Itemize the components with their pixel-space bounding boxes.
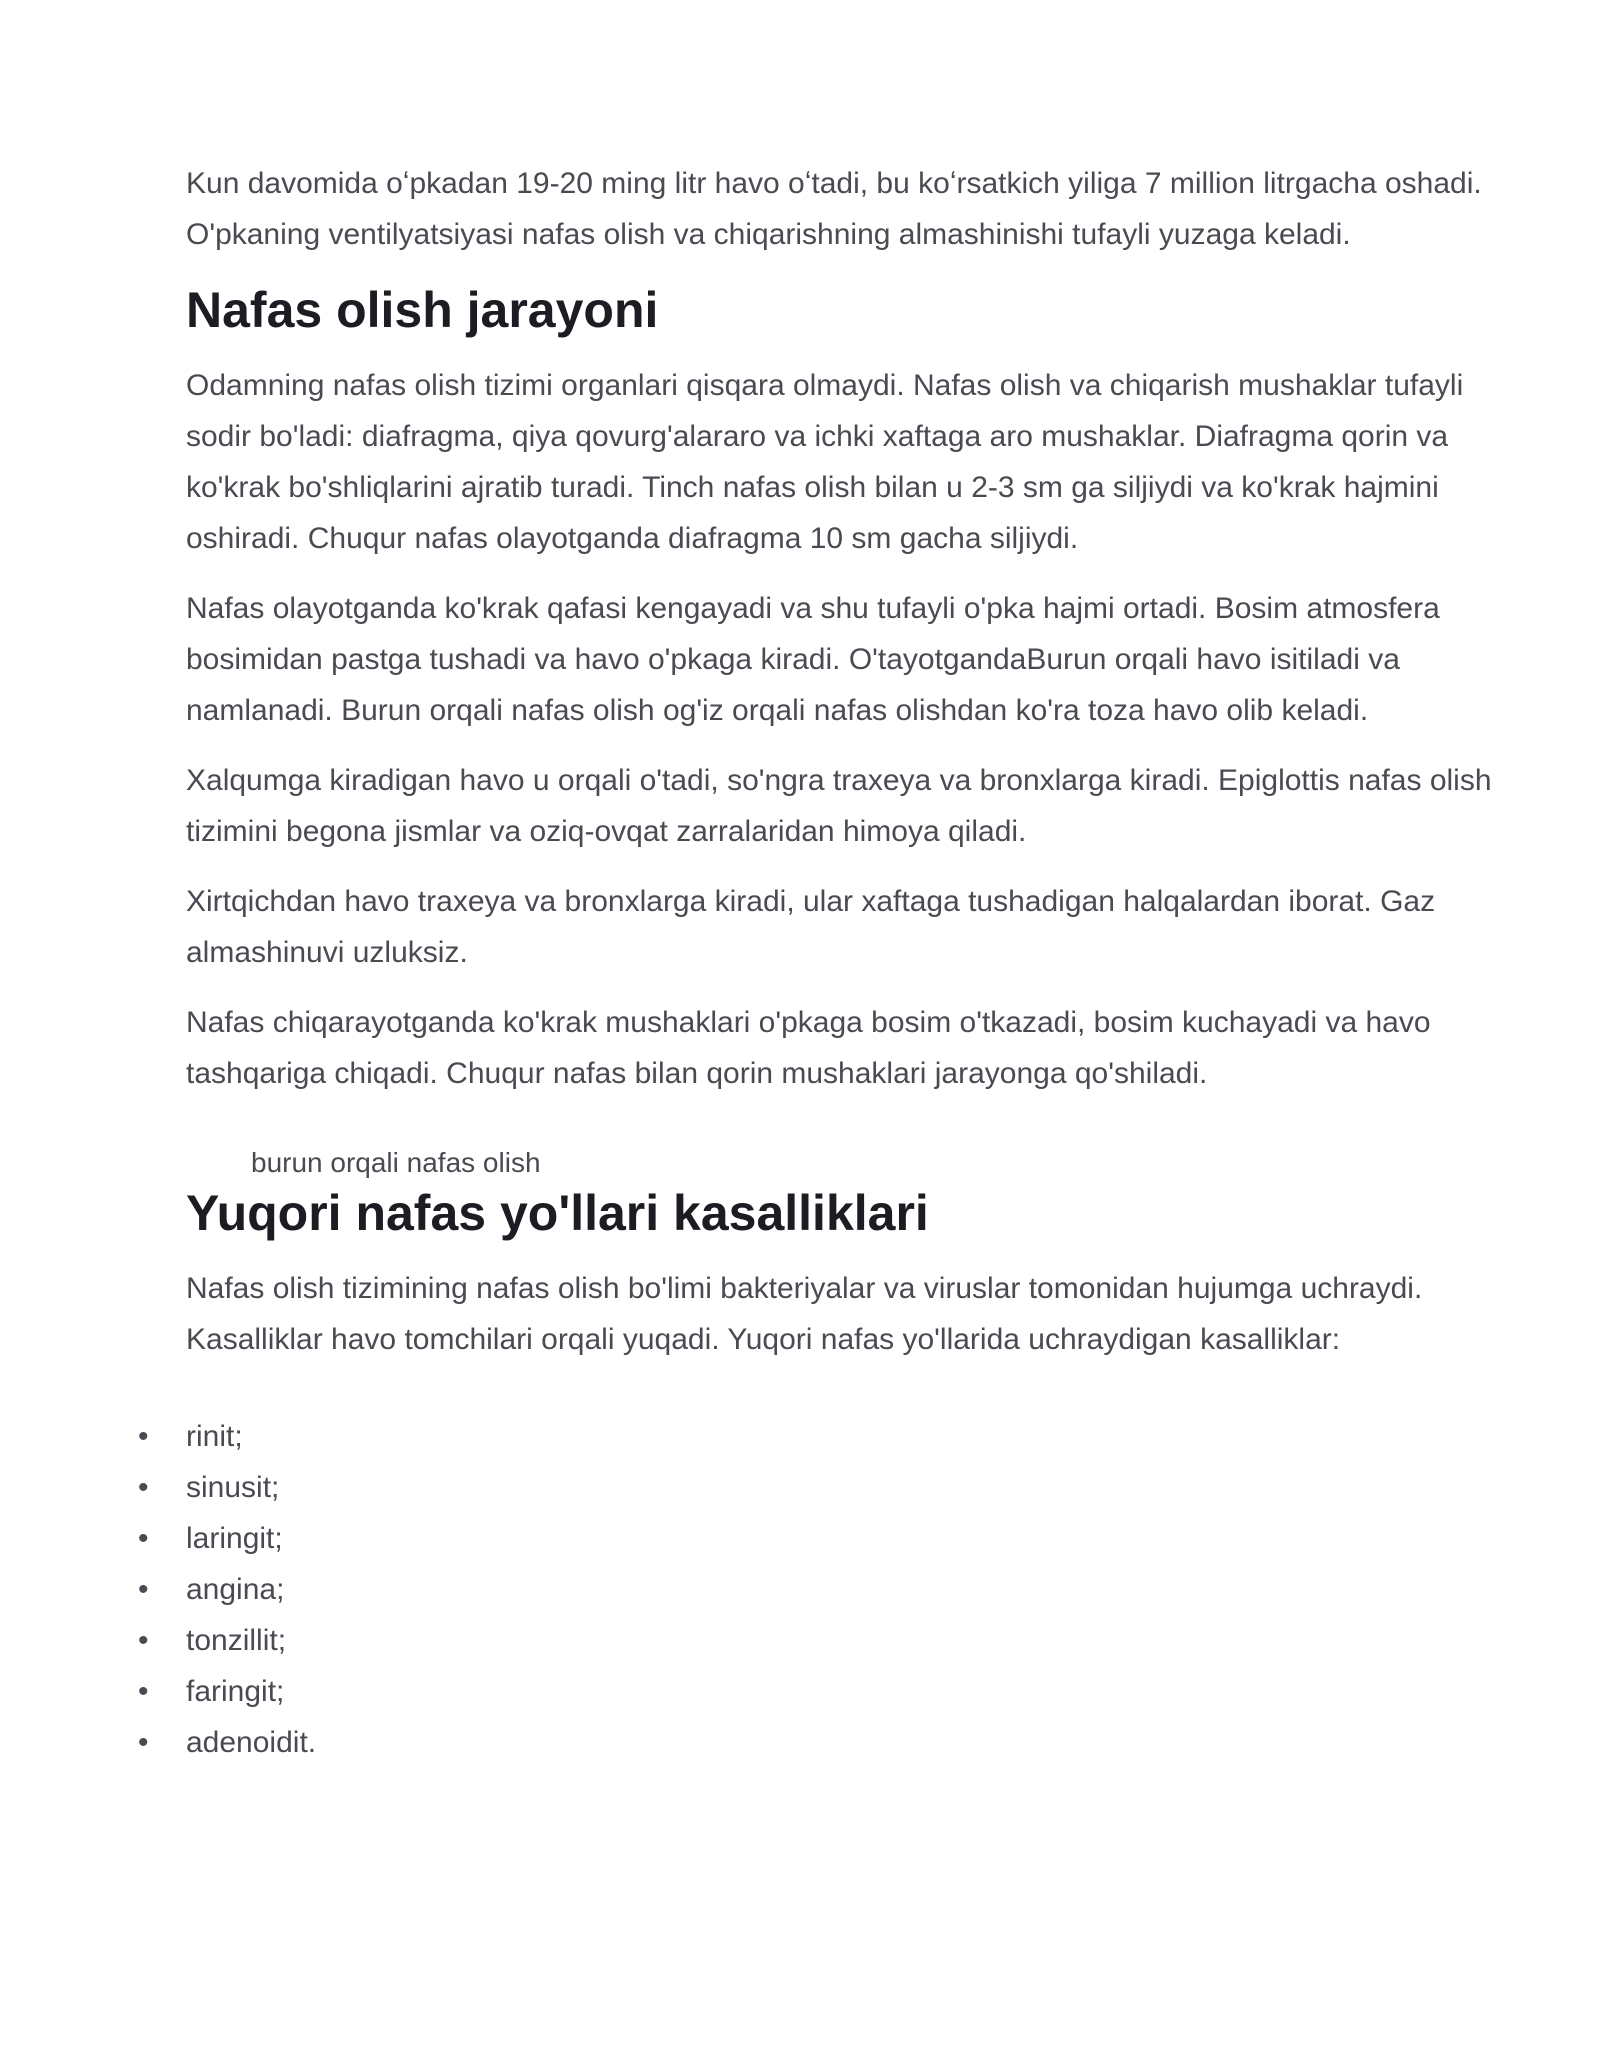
bullet-icon: • <box>138 1675 149 1708</box>
list-item <box>138 1717 1496 1768</box>
paragraph-inhalation: Nafas olayotganda ko'krak qafasi kengayadi va shu tufayli o'pka hajmi ortadi. Bosim atmosfera bosimidan pastga tushadi va havo o'pkaga kiradi. O'tayotgandaBurun orqali havo isitiladi va namlanadi. Burun orqali nafas olish og'iz orqali nafas olishdan ko'ra toza havo olib keladi. <box>186 592 1440 727</box>
list-item <box>138 1513 1496 1564</box>
bullet-icon: • <box>138 1420 149 1453</box>
list-item-text: laringit; <box>186 1522 283 1555</box>
bullet-icon: • <box>138 1522 149 1555</box>
bullet-icon: • <box>138 1471 149 1504</box>
list-item-text: rinit; <box>186 1420 243 1453</box>
list-item <box>138 1564 1496 1615</box>
paragraph-exhalation: Nafas chiqarayotganda ko'krak mushaklari o'pkaga bosim o'tkazadi, bosim kuchayadi va havo tashqariga chiqadi. Chuqur nafas bilan qorin mushaklari jarayonga qo'shiladi. <box>186 1006 1431 1090</box>
bullet-icon: • <box>138 1624 149 1657</box>
list-item-text: sinusit; <box>186 1471 280 1504</box>
paragraph-diseases-intro: Nafas olish tizimining nafas olish bo'limi bakteriyalar va viruslar tomonidan hujumga uchraydi. Kasalliklar havo tomchilari orqali yuqadi. Yuqori nafas yo'llarida uchraydigan kasalliklar: <box>186 1272 1423 1356</box>
paragraph-larynx: Xalqumga kiradigan havo u orqali o'tadi, so'ngra traxeya va bronxlarga kiradi. Epiglottis nafas olish tizimini begona jismlar va oziq-ovqat zarralaridan himoya qiladi. <box>186 764 1492 848</box>
section-heading-breathing-process: Nafas olish jarayoni <box>186 282 659 338</box>
list-item-text: angina; <box>186 1573 285 1606</box>
document-page <box>138 158 1496 1768</box>
bullet-icon: • <box>138 1726 149 1759</box>
list-item-text: tonzillit; <box>186 1624 287 1657</box>
disease-list <box>138 1411 1496 1768</box>
bullet-icon: • <box>138 1573 149 1606</box>
paragraph-trachea: Xirtqichdan havo traxeya va bronxlarga kiradi, ular xaftaga tushadigan halqalardan iborat. Gaz almashinuvi uzluksiz. <box>186 885 1436 969</box>
intro-paragraph: Kun davomida oʻpkadan 19-20 ming litr havo oʻtadi, bu koʻrsatkich yiliga 7 million litrgacha oshadi. O'pkaning ventilyatsiyasi nafas olish va chiqarishning almashinishi tufayli yuzaga keladi. <box>186 167 1482 251</box>
list-item <box>138 1615 1496 1666</box>
list-item <box>138 1411 1496 1462</box>
list-item <box>138 1462 1496 1513</box>
list-item <box>138 1666 1496 1717</box>
list-item-text: faringit; <box>186 1675 285 1708</box>
paragraph-respiratory-muscles: Odamning nafas olish tizimi organlari qisqara olmaydi. Nafas olish va chiqarish mushaklar tufayli sodir bo'ladi: diafragma, qiya qovurg'alararo va ichki xaftaga aro mushaklar. Diafragma qorin va ko'krak bo'shliqlarini ajratib turadi. Tinch nafas olish bilan u 2-3 sm ga siljiydi va ko'krak hajmini oshiradi. Chuqur nafas olayotganda diafragma 10 sm gacha siljiydi. <box>186 369 1464 555</box>
image-caption: burun orqali nafas olish <box>251 1147 541 1178</box>
list-item-text: adenoidit. <box>186 1726 317 1759</box>
section-heading-upper-airway-diseases: Yuqori nafas yo'llari kasalliklari <box>186 1185 929 1241</box>
